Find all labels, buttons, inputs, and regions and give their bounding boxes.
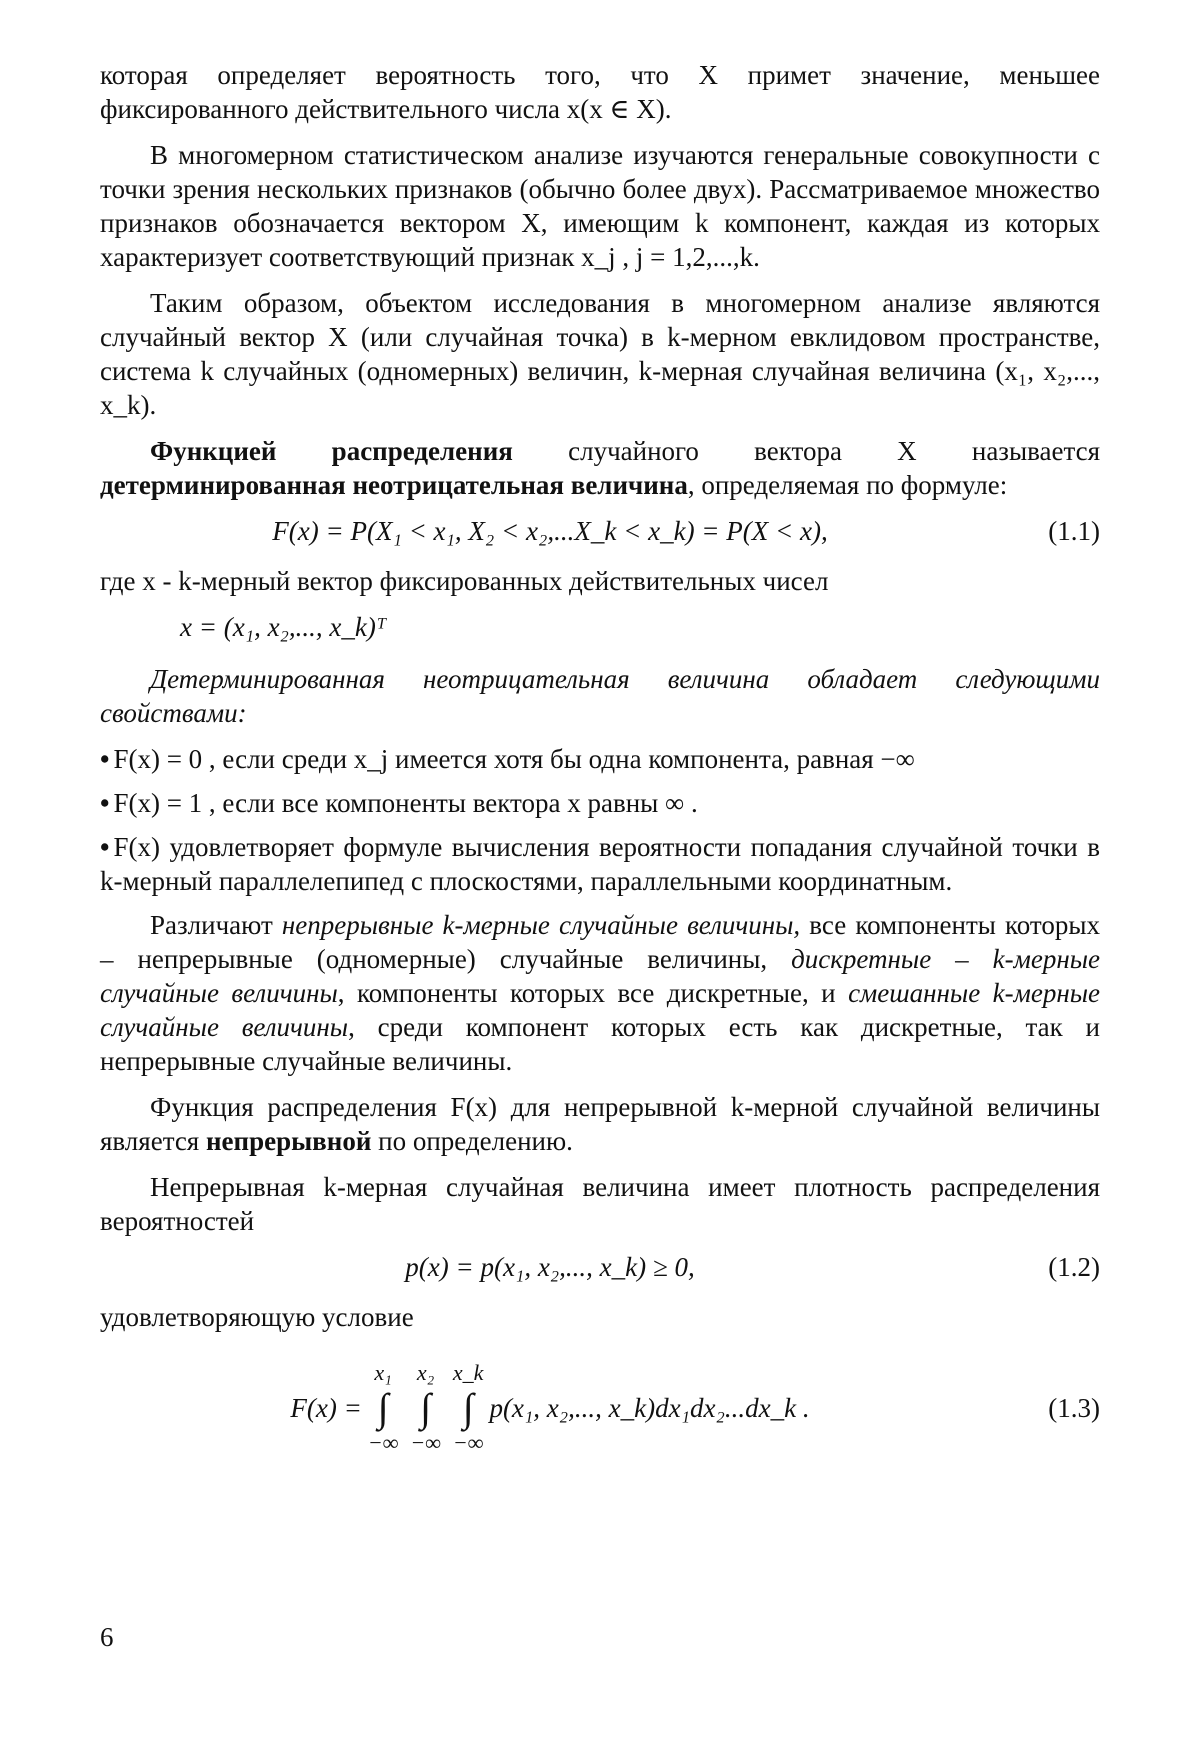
p7-k-dim: k-мерные случайные величины xyxy=(100,944,1100,1008)
p7-a: Различают xyxy=(150,910,282,940)
equation-1-3-lhs: F(x) = xyxy=(290,1393,362,1423)
equation-1-1 xyxy=(100,514,1100,548)
integral-sign-icon: ∫ xyxy=(462,1385,474,1430)
paragraph-1: которая определяет вероятность того, что X примет значение, меньшее фиксированного действительного числа x(x ∈ X). xyxy=(100,60,1100,124)
property-2-text: F(x) = 1 , если все компоненты вектора x равны ∞ . xyxy=(113,788,698,818)
p8-continuous: непрерывной xyxy=(205,1126,372,1156)
equation-1-3-rhs: p(x₁, x₂,..., x_k)dx₁dx₂...dx_k . xyxy=(489,1393,810,1423)
equation-1-2 xyxy=(100,1250,1100,1284)
p7-discrete: дискретные xyxy=(791,944,932,974)
property-item-1 xyxy=(100,742,1100,776)
paragraph-8 xyxy=(100,1090,1100,1158)
equation-1-1-number: (1.1) xyxy=(1048,516,1100,546)
paragraph-7 xyxy=(100,908,1100,1078)
integral-3-lower: −∞ xyxy=(452,1430,484,1455)
integral-1 xyxy=(368,1360,399,1456)
property-1-text: F(x) = 0 , если среди x_j имеется хотя бы одна компонента, равная −∞ xyxy=(113,744,915,774)
equation-1-2-body: p(x) = p(x₁, x₂,..., x_k) ≥ 0, xyxy=(405,1252,695,1282)
integral-2-lower: −∞ xyxy=(410,1430,441,1455)
term-deterministic-value: детерминированная неотрицательная величина xyxy=(100,470,688,500)
paragraph-4-mid: случайного вектора X называется xyxy=(512,436,1101,466)
integral-1-lower: −∞ xyxy=(367,1430,399,1455)
term-distribution-function: Функцией распределения xyxy=(150,436,513,466)
equation-1-2-number: (1.2) xyxy=(1048,1252,1100,1282)
equation-1-3 xyxy=(100,1348,1100,1468)
paragraph-4-end: , определяемая по формуле: xyxy=(687,470,1008,500)
integral-2-upper: x₂ xyxy=(416,1360,435,1385)
p7-b: все компоненты которых – непрерывные (одномерные) случайные величины, xyxy=(100,910,1101,974)
paragraph-6 xyxy=(100,662,1100,730)
property-item-2 xyxy=(100,786,1100,820)
integral-2 xyxy=(410,1360,441,1456)
paragraph-3: Таким образом, объектом исследования в многомерном анализе являются случайный вектор X (или случайная точка) в k-мерном евклидовом пространстве, система k случайных (одномерных) величин, k-мерная случайная величина (x₁, x₂,..., x_k). xyxy=(100,288,1100,420)
equation-1-3-body xyxy=(100,1360,1000,1456)
p7-dash: – xyxy=(931,944,993,974)
page-number: 6 xyxy=(100,1622,114,1652)
p7-c: , компоненты которых все дискретные, и xyxy=(337,978,849,1008)
paragraph-4 xyxy=(100,434,1100,502)
properties-intro: Детерминированная неотрицательная величина обладает следующими свойствами: xyxy=(100,664,1100,728)
property-item-3 xyxy=(100,830,1100,898)
paragraph-10: удовлетворяющую условие xyxy=(100,1302,414,1332)
paragraph-2: В многомерном статистическом анализе изучаются генеральные совокупности с точки зрения нескольких признаков (обычно более двух). Рассматриваемое множество признаков обозначается вектором X, имеющим k компонент, каждая из которых характеризует соответствующий признак x_j , j = 1,2,...,k. xyxy=(100,140,1100,272)
p8-a: Функция распределения F(x) для непрерывной k-мерной случайной величины является xyxy=(100,1092,1100,1156)
p7-mixed: смешанные k-мерные случайные величины xyxy=(100,978,1101,1042)
integral-3-upper: x_k xyxy=(452,1360,484,1385)
integral-3 xyxy=(453,1360,484,1456)
bullet-icon: • xyxy=(100,744,110,774)
p7-continuous: непрерывные k-мерные случайные величины, xyxy=(281,910,801,940)
p7-d: , среди компонент которых есть как дискретные, так и непрерывные случайные величины. xyxy=(100,1012,1100,1076)
integral-sign-icon: ∫ xyxy=(377,1385,389,1430)
property-3-text: F(x) удовлетворяет формуле вычисления вероятности попадания случайной точки в k-мерный параллелепипед с плоскостями, параллельными координатным. xyxy=(100,832,1100,896)
paragraph-9: Непрерывная k-мерная случайная величина имеет плотность распределения вероятностей xyxy=(100,1172,1100,1236)
equation-1-1-body: F(x) = P(X₁ < x₁, X₂ < x₂,...X_k < x_k) = P(X < x), xyxy=(272,516,828,546)
equation-1-3-number: (1.3) xyxy=(1048,1393,1100,1423)
bullet-icon: • xyxy=(100,788,110,818)
p8-b: по определению. xyxy=(371,1126,573,1156)
integral-1-upper: x₁ xyxy=(374,1360,392,1385)
vector-definition: x = (x₁, x₂,..., x_k)ᵀ xyxy=(180,612,387,642)
paragraph-5: где x - k-мерный вектор фиксированных действительных чисел xyxy=(100,566,829,596)
bullet-icon: • xyxy=(100,832,110,862)
integral-sign-icon: ∫ xyxy=(420,1385,432,1430)
